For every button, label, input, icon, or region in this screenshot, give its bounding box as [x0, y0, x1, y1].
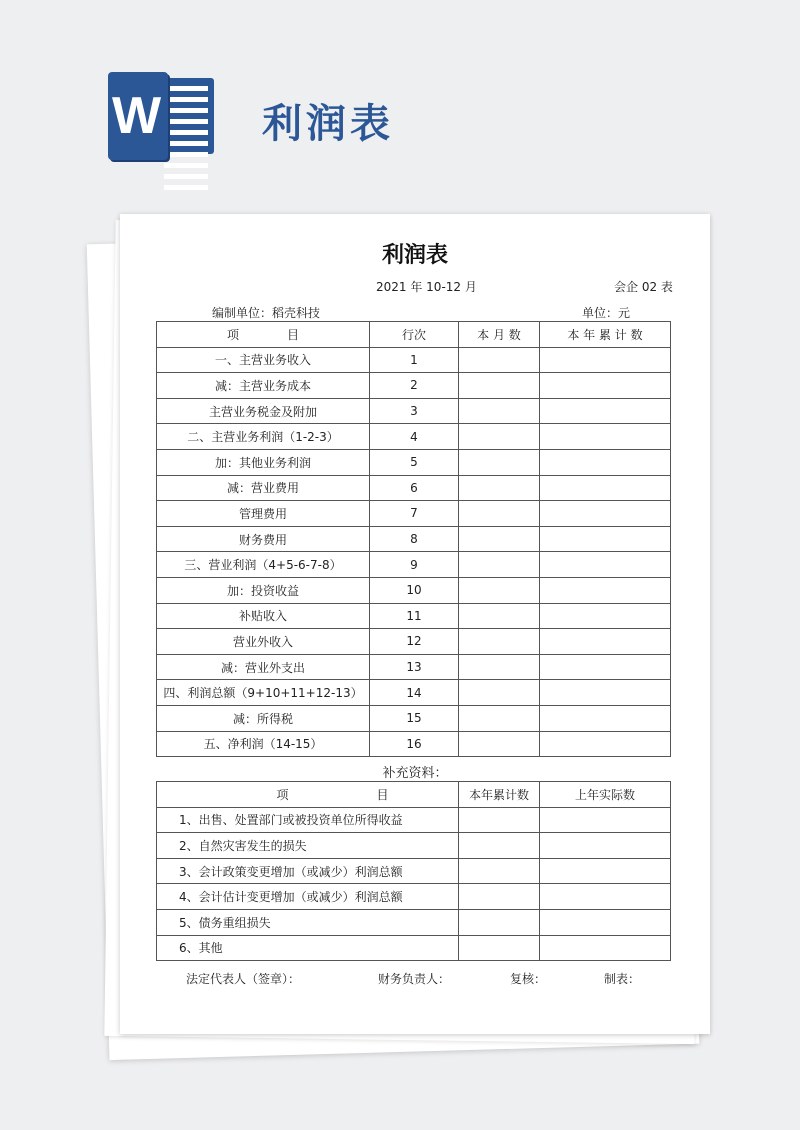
row-line-number: 15 — [370, 705, 459, 731]
row-line-number: 6 — [370, 475, 459, 501]
row-prev-year-value — [540, 935, 671, 961]
row-ytd-value — [540, 449, 671, 475]
row-ytd-value — [540, 705, 671, 731]
row-month-value — [459, 424, 540, 450]
row-month-value — [459, 501, 540, 527]
row-month-value — [459, 347, 540, 373]
header-month: 本 月 数 — [459, 322, 540, 348]
row-prev-year-value — [540, 884, 671, 910]
row-ytd-value — [459, 858, 540, 884]
row-line-number: 16 — [370, 731, 459, 757]
row-ytd-value — [459, 884, 540, 910]
row-prev-year-value — [540, 833, 671, 859]
row-month-value — [459, 552, 540, 578]
row-line-number: 7 — [370, 501, 459, 527]
word-icon: W — [108, 72, 216, 160]
income-statement-table — [156, 321, 671, 757]
table-row — [157, 680, 671, 706]
row-prev-year-value — [540, 858, 671, 884]
legal-rep-label: 法定代表人（签章）： — [186, 972, 301, 986]
row-month-value — [459, 629, 540, 655]
row-ytd-value — [540, 347, 671, 373]
table-row — [157, 501, 671, 527]
row-item: 一、主营业务收入 — [157, 347, 370, 373]
header-prev-year: 上年实际数 — [540, 782, 671, 808]
row-item: 4、会计估计变更增加（或减少）利润总额 — [157, 884, 459, 910]
row-item: 二、主营业务利润（1-2-3） — [157, 424, 370, 450]
row-month-value — [459, 577, 540, 603]
row-item: 减：主营业务成本 — [157, 373, 370, 399]
header-ytd: 本 年 累 计 数 — [540, 322, 671, 348]
row-item: 补贴收入 — [157, 603, 370, 629]
row-ytd-value — [540, 373, 671, 399]
table-row — [157, 807, 671, 833]
unit-label: 单位：元 — [582, 306, 631, 320]
row-ytd-value — [459, 833, 540, 859]
row-item: 财务费用 — [157, 526, 370, 552]
row-line-number: 1 — [370, 347, 459, 373]
row-line-number: 9 — [370, 552, 459, 578]
row-month-value — [459, 398, 540, 424]
supplement-table — [156, 781, 671, 961]
table-row — [157, 858, 671, 884]
row-item: 五、净利润（14-15） — [157, 731, 370, 757]
row-ytd-value — [540, 475, 671, 501]
row-ytd-value — [540, 501, 671, 527]
row-ytd-value — [540, 654, 671, 680]
row-item: 6、其他 — [157, 935, 459, 961]
finance-head-label: 财务负责人： — [378, 972, 451, 986]
row-prev-year-value — [540, 909, 671, 935]
table-row — [157, 629, 671, 655]
table-row — [157, 654, 671, 680]
preparer-label: 制表： — [604, 972, 641, 986]
company-label: 编制单位：稻壳科技 — [212, 306, 321, 320]
banner-heading: 利润表 — [262, 101, 394, 147]
row-ytd-value — [540, 577, 671, 603]
table-row — [157, 833, 671, 859]
form-code: 会企 02 表 — [614, 280, 673, 294]
row-line-number: 3 — [370, 398, 459, 424]
row-month-value — [459, 654, 540, 680]
row-month-value — [459, 449, 540, 475]
row-line-number: 8 — [370, 526, 459, 552]
reviewer-label: 复核： — [510, 972, 547, 986]
table-row — [157, 424, 671, 450]
row-month-value — [459, 475, 540, 501]
row-ytd-value — [540, 680, 671, 706]
row-item: 营业外收入 — [157, 629, 370, 655]
table-row — [157, 577, 671, 603]
header-ytd: 本年累计数 — [459, 782, 540, 808]
row-month-value — [459, 705, 540, 731]
row-line-number: 11 — [370, 603, 459, 629]
row-line-number: 12 — [370, 629, 459, 655]
table-row — [157, 373, 671, 399]
table-row — [157, 935, 671, 961]
row-item: 四、利润总额（9+10+11+12-13） — [157, 680, 370, 706]
header-item: 项 目 — [157, 322, 370, 348]
row-item: 主营业务税金及附加 — [157, 398, 370, 424]
header-item — [157, 782, 459, 808]
row-item: 减：所得税 — [157, 705, 370, 731]
row-ytd-value — [540, 603, 671, 629]
row-month-value — [459, 731, 540, 757]
row-item: 减：营业外支出 — [157, 654, 370, 680]
row-item: 加：投资收益 — [157, 577, 370, 603]
header-item-part2: 目 — [376, 787, 389, 802]
table-row — [157, 603, 671, 629]
row-line-number: 5 — [370, 449, 459, 475]
row-item: 5、债务重组损失 — [157, 909, 459, 935]
row-ytd-value — [540, 731, 671, 757]
row-item: 减：营业费用 — [157, 475, 370, 501]
row-item: 1、出售、处置部门或被投资单位所得收益 — [157, 807, 459, 833]
row-ytd-value — [459, 909, 540, 935]
row-ytd-value — [459, 935, 540, 961]
table-header-row — [157, 782, 671, 808]
table-row — [157, 449, 671, 475]
table-row — [157, 526, 671, 552]
table-row — [157, 731, 671, 757]
row-line-number: 4 — [370, 424, 459, 450]
row-ytd-value — [540, 424, 671, 450]
row-item: 管理费用 — [157, 501, 370, 527]
row-prev-year-value — [540, 807, 671, 833]
row-ytd-value — [540, 629, 671, 655]
row-item: 三、营业利润（4+5-6-7-8） — [157, 552, 370, 578]
header-item-part1: 项 — [276, 787, 289, 802]
row-line-number: 10 — [370, 577, 459, 603]
table-row — [157, 347, 671, 373]
row-line-number: 14 — [370, 680, 459, 706]
row-ytd-value — [540, 526, 671, 552]
period: 2021 年 10-12 月 — [376, 280, 477, 294]
header-line: 行次 — [370, 322, 459, 348]
table-row — [157, 884, 671, 910]
row-month-value — [459, 603, 540, 629]
row-ytd-value — [459, 807, 540, 833]
row-month-value — [459, 526, 540, 552]
table-row — [157, 398, 671, 424]
table-row — [157, 909, 671, 935]
document-page — [120, 214, 710, 1034]
table-header-row — [157, 322, 671, 348]
row-ytd-value — [540, 398, 671, 424]
row-item: 2、自然灾害发生的损失 — [157, 833, 459, 859]
table-row — [157, 552, 671, 578]
row-line-number: 2 — [370, 373, 459, 399]
table-row — [157, 475, 671, 501]
row-month-value — [459, 680, 540, 706]
row-ytd-value — [540, 552, 671, 578]
table-row — [157, 705, 671, 731]
row-line-number: 13 — [370, 654, 459, 680]
row-item: 加：其他业务利润 — [157, 449, 370, 475]
row-item: 3、会计政策变更增加（或减少）利润总额 — [157, 858, 459, 884]
row-month-value — [459, 373, 540, 399]
document-title: 利润表 — [381, 243, 448, 268]
supplement-title: 补充资料： — [382, 766, 448, 781]
